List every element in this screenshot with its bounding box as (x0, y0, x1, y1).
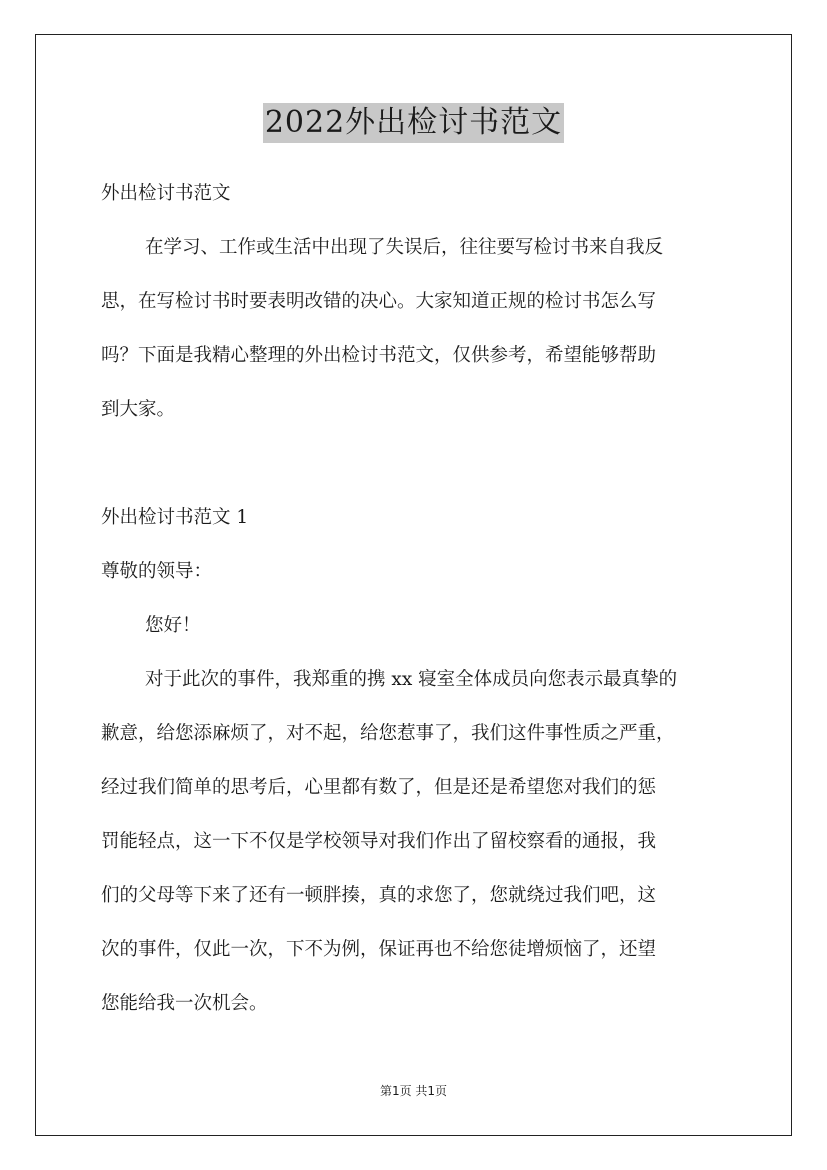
intro-line-1: 在学习、工作或生活中出现了失误后，往往要写检讨书来自我反 (145, 237, 664, 258)
body-line-1: 对于此次的事件，我郑重的携 xx 寝室全体成员向您表示最真挚的 (145, 669, 678, 690)
intro-line-2: 思，在写检讨书时要表明改错的决心。大家知道正规的检讨书怎么写 (101, 291, 657, 312)
body-line-7: 您能给我一次机会。 (101, 993, 268, 1014)
greeting: 您好！ (145, 615, 201, 636)
intro-line-4: 到大家。 (101, 399, 176, 420)
page-number-footer: 第1页 共1页 (379, 1084, 448, 1098)
document-title: 2022外出检讨书范文 (263, 103, 564, 143)
body-line-2: 歉意，给您添麻烦了，对不起，给您惹事了，我们这件事性质之严重， (101, 723, 675, 744)
salutation: 尊敬的领导： (101, 561, 213, 582)
section-heading: 外出检讨书范文 1 (101, 507, 249, 528)
document-subtitle: 外出检讨书范文 (101, 183, 231, 204)
body-line-4: 罚能轻点，这一下不仅是学校领导对我们作出了留校察看的通报，我 (101, 831, 657, 852)
body-line-5: 们的父母等下来了还有一顿胖揍，真的求您了，您就绕过我们吧，这 (101, 885, 657, 906)
intro-line-3: 吗？下面是我精心整理的外出检讨书范文，仅供参考，希望能够帮助 (101, 345, 657, 366)
body-line-6: 次的事件，仅此一次，下不为例，保证再也不给您徒增烦恼了，还望 (101, 939, 657, 960)
title-container (0, 103, 827, 143)
body-line-3: 经过我们简单的思考后，心里都有数了，但是还是希望您对我们的惩 (101, 777, 657, 798)
